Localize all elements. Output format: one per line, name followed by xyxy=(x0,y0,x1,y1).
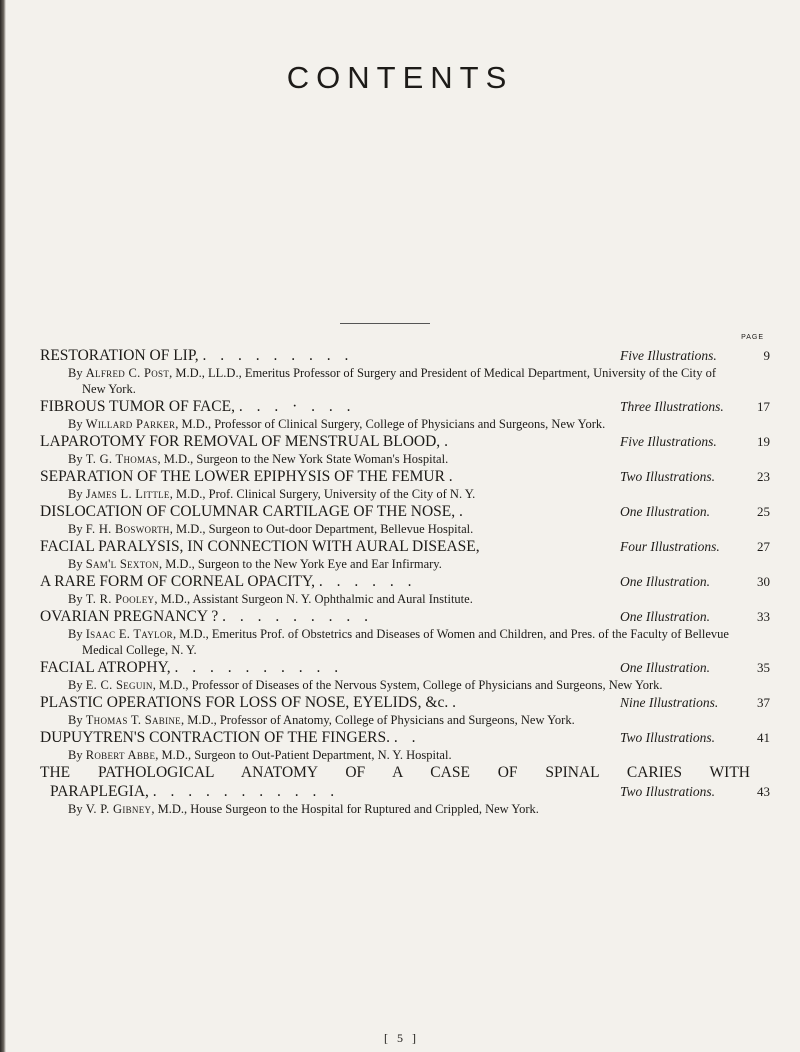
author-affiliation: , M.D., Surgeon to Out-door Department, Bellevue Hospital. xyxy=(169,522,474,536)
page-number: 17 xyxy=(757,399,770,414)
toc-entry-heading xyxy=(40,572,770,591)
illustration-count: Two Illustrations. xyxy=(620,784,716,799)
page-number: 43 xyxy=(757,784,770,799)
leader-dots: . . xyxy=(393,729,421,746)
toc-entry xyxy=(40,467,770,502)
leader-dots: . xyxy=(459,503,468,520)
entry-title: DUPUYTREN'S CONTRACTION OF THE FINGERS. xyxy=(40,729,390,746)
illustration-count: Five Illustrations. xyxy=(620,434,717,449)
illustration-count: Nine Illustrations. xyxy=(620,695,719,710)
toc-entry-heading xyxy=(40,693,770,712)
page-number: 27 xyxy=(757,539,770,554)
author-name: Alfred C. Post xyxy=(85,366,170,380)
leader-dots: . . . · . . . xyxy=(238,398,356,415)
author-affiliation: , M.D., Prof. Clinical Surgery, University of the City of N. Y. xyxy=(169,487,476,501)
author-credit: By F. H. Bosworth, M.D., Surgeon to Out-door Department, Bellevue Hospital. xyxy=(68,522,474,536)
illustration-count: One Illustration. xyxy=(620,504,710,519)
author-credit: By James L. Little, M.D., Prof. Clinical Surgery, University of the City of N. Y. xyxy=(68,487,476,501)
author-credit: By Willard Parker, M.D., Professor of Clinical Surgery, College of Physicians and Surgeons, New York. xyxy=(68,417,606,431)
author-name: Sam'l Sexton xyxy=(85,557,159,571)
toc-entry xyxy=(40,346,770,397)
table-of-contents xyxy=(40,346,770,817)
book-spine-shadow xyxy=(0,0,6,1052)
toc-entry-heading xyxy=(40,658,770,677)
author-affiliation: , M.D., Professor of Diseases of the Nervous System, College of Physicians and Surgeons, New York. xyxy=(152,678,663,692)
toc-entry xyxy=(40,397,770,432)
illustration-count: Two Illustrations. xyxy=(620,469,716,484)
author-credit: By E. C. Seguin, M.D., Professor of Diseases of the Nervous System, College of Physicians and Surgeons, New York. xyxy=(68,678,663,692)
author-name: T. G. Thomas xyxy=(85,452,158,466)
toc-entry xyxy=(40,607,770,658)
author-affiliation: , M.D., Professor of Anatomy, College of Physicians and Surgeons, New York. xyxy=(180,713,575,727)
author-name: E. C. Seguin xyxy=(85,678,153,692)
toc-entry-heading xyxy=(40,728,770,747)
page-number: 41 xyxy=(757,730,770,745)
page-title: CONTENTS xyxy=(286,60,514,95)
entry-title: PLASTIC OPERATIONS FOR LOSS OF NOSE, EYELIDS, &c. xyxy=(40,694,449,711)
entry-title: OVARIAN PREGNANCY ? xyxy=(40,608,219,625)
entry-title: THE PATHOLOGICAL ANATOMY OF A CASE OF SPINAL CARIES WITH xyxy=(40,764,750,781)
toc-entry-heading xyxy=(40,346,770,365)
illustration-count: One Illustration. xyxy=(620,574,710,589)
toc-entry-heading xyxy=(40,397,770,416)
leader-dots: . xyxy=(452,694,461,711)
entry-title: SEPARATION OF THE LOWER EPIPHYSIS OF THE FEMUR . xyxy=(40,468,453,485)
author-name: Robert Abbe xyxy=(85,748,156,762)
author-credit: By Isaac E. Taylor, M.D., Emeritus Prof. of Obstetrics and Diseases of Women and Children, and Pres. of the Faculty of Bellevue Medical College, N. Y. xyxy=(68,627,729,657)
author-credit: By Alfred C. Post, M.D., LL.D., Emeritus Professor of Surgery and President of Medical Department, University of the City of New York. xyxy=(68,366,717,396)
page-number: 9 xyxy=(763,348,770,363)
illustration-count: One Illustration. xyxy=(620,660,710,675)
author-credit: By T. G. Thomas, M.D., Surgeon to the New York State Woman's Hospital. xyxy=(68,452,449,466)
toc-entry-heading xyxy=(40,467,770,486)
page-number: 37 xyxy=(757,695,770,710)
page-number: 25 xyxy=(757,504,770,519)
author-name: James L. Little xyxy=(85,487,170,501)
author-affiliation: , M.D., Professor of Clinical Surgery, College of Physicians and Surgeons, New York. xyxy=(175,417,606,431)
toc-entry xyxy=(40,432,770,467)
author-affiliation: , M.D., Assistant Surgeon N. Y. Ophthalmic and Aural Institute. xyxy=(154,592,473,606)
entry-title: RESTORATION OF LIP, xyxy=(40,347,199,364)
entry-title: A RARE FORM OF CORNEAL OPACITY, xyxy=(40,573,316,590)
entry-title: FIBROUS TUMOR OF FACE, xyxy=(40,398,235,415)
author-credit: By Robert Abbe, M.D., Surgeon to Out-Patient Department, N. Y. Hospital. xyxy=(68,748,452,762)
author-credit: By Sam'l Sexton, M.D., Surgeon to the New York Eye and Ear Infirmary. xyxy=(68,557,442,571)
toc-entry-heading xyxy=(40,432,770,451)
leader-dots: . . . . . . . . . . xyxy=(174,659,344,676)
entry-title: LAPAROTOMY FOR REMOVAL OF MENSTRUAL BLOOD, xyxy=(40,433,441,450)
entry-title: FACIAL PARALYSIS, IN CONNECTION WITH AURAL DISEASE, xyxy=(40,538,480,555)
page-column-label: PAGE xyxy=(741,334,764,341)
illustration-count: Three Illustrations. xyxy=(620,399,724,414)
page-number: 35 xyxy=(757,660,770,675)
illustration-count: One Illustration. xyxy=(620,609,710,624)
leader-dots: . . . . . . . . . xyxy=(222,608,374,625)
author-affiliation: , M.D., Surgeon to the New York State Woman's Hospital. xyxy=(157,452,449,466)
author-affiliation: , M.D., Emeritus Prof. of Obstetrics and Diseases of Women and Children, and Pres. of the Faculty of Bellevue Medical College, N. Y. xyxy=(82,627,729,657)
page-number: 30 xyxy=(757,574,770,589)
author-name: Willard Parker xyxy=(85,417,176,431)
author-credit: By T. R. Pooley, M.D., Assistant Surgeon N. Y. Ophthalmic and Aural Institute. xyxy=(68,592,473,606)
author-affiliation: , M.D., Surgeon to the New York Eye and Ear Infirmary. xyxy=(158,557,442,571)
author-name: T. R. Pooley xyxy=(85,592,155,606)
toc-entry-heading xyxy=(40,502,770,521)
author-credit: By Thomas T. Sabine, M.D., Professor of Anatomy, College of Physicians and Surgeons, New York. xyxy=(68,713,575,727)
author-name: Isaac E. Taylor xyxy=(85,627,173,641)
toc-entry xyxy=(40,502,770,537)
author-name: V. P. Gibney xyxy=(85,802,152,816)
page-number: 19 xyxy=(757,434,770,449)
entry-title-line2-text: PARAPLEGIA, xyxy=(50,783,149,800)
page-folio: [ 5 ] xyxy=(384,1031,416,1045)
entry-title: DISLOCATION OF COLUMNAR CARTILAGE OF THE NOSE, xyxy=(40,503,456,520)
page-number: 23 xyxy=(757,469,770,484)
illustration-count: Four Illustrations. xyxy=(620,539,720,554)
entry-title: FACIAL ATROPHY, xyxy=(40,659,171,676)
author-affiliation: , M.D., House Surgeon to the Hospital for Ruptured and Crippled, New York. xyxy=(151,802,539,816)
toc-entry-heading xyxy=(40,537,770,556)
page-number: 33 xyxy=(757,609,770,624)
leader-dots: . . . . . . . . . . . xyxy=(152,783,340,800)
toc-entry xyxy=(40,763,770,817)
toc-entry xyxy=(40,537,770,572)
toc-entry-heading xyxy=(40,607,770,626)
toc-entry-heading xyxy=(40,763,770,801)
author-name: Thomas T. Sabine xyxy=(85,713,181,727)
toc-entry xyxy=(40,693,770,728)
toc-entry xyxy=(40,572,770,607)
illustration-count: Five Illustrations. xyxy=(620,348,717,363)
toc-entry xyxy=(40,658,770,693)
title-rule xyxy=(340,323,430,324)
author-credit: By V. P. Gibney, M.D., House Surgeon to the Hospital for Ruptured and Crippled, New York. xyxy=(68,802,539,816)
leader-dots: . . . . . . xyxy=(318,573,417,590)
author-name: F. H. Bosworth xyxy=(85,522,170,536)
leader-dots: . . . . . . . . . xyxy=(202,347,354,364)
leader-dots: . xyxy=(444,433,453,450)
author-affiliation: , M.D., LL.D., Emeritus Professor of Surgery and President of Medical Department, University of the City of New York. xyxy=(82,366,717,396)
illustration-count: Two Illustrations. xyxy=(620,730,716,745)
toc-entry xyxy=(40,728,770,763)
author-affiliation: , M.D., Surgeon to Out-Patient Department, N. Y. Hospital. xyxy=(155,748,452,762)
